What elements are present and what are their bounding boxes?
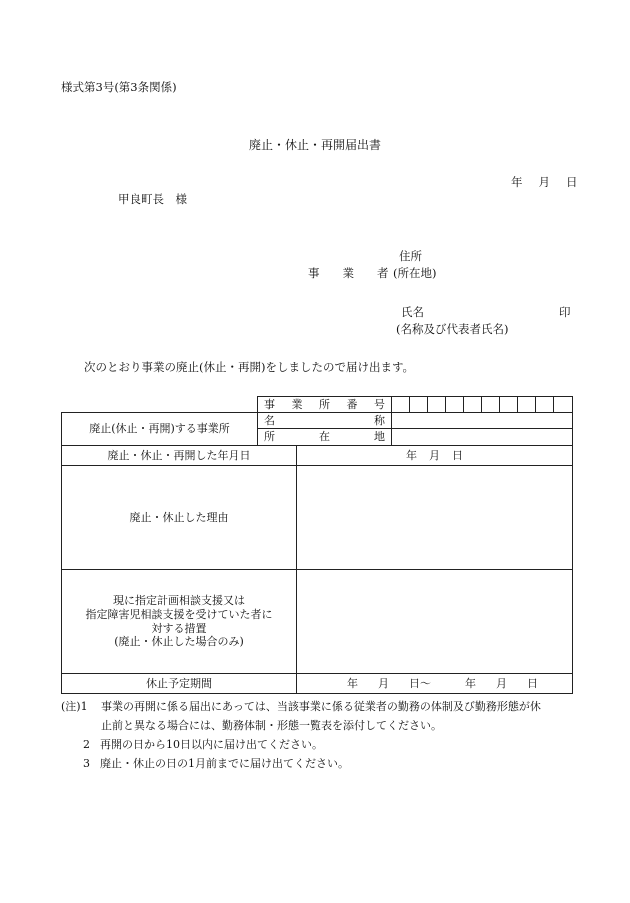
reason-value[interactable] (297, 466, 573, 570)
note-1 (61, 700, 541, 713)
office-group-label: 廃止(休止・再開)する事業所 (62, 413, 258, 446)
office-number-digit-7[interactable] (500, 397, 518, 413)
date-month: 月 (538, 175, 550, 189)
location-label: (所在地) (393, 266, 437, 280)
blank-corner (62, 397, 258, 413)
period-row (62, 674, 573, 694)
period-value[interactable]: 年 月 日〜 年 月 日 (297, 674, 573, 694)
intro-text: 次のとおり事業の廃止(休止・再開)をしましたので届け出ます。 (84, 360, 415, 374)
document-title: 廃止・休止・再開届出書 (248, 138, 382, 152)
office-name-value[interactable] (392, 413, 573, 429)
office-number-digit-4[interactable] (446, 397, 464, 413)
date-line (511, 177, 578, 189)
office-number-digit-1[interactable] (392, 397, 410, 413)
form-number: 様式第3号(第3条関係) (61, 80, 177, 94)
addressee: 甲良町長 様 (118, 192, 187, 206)
date-year: 年 (511, 175, 523, 189)
name-label: 氏名 (401, 305, 424, 319)
measures-label: 現に指定計画相談支援又は 指定障害児相談支援を受けていた者に 対する措置 (廃止・休止した場合のみ) (62, 570, 297, 674)
period-label: 休止予定期間 (62, 674, 297, 694)
office-number-row (62, 397, 573, 413)
office-name-row (62, 413, 573, 429)
date-row-label: 廃止・休止・再開した年月日 (62, 446, 297, 466)
office-location-value[interactable] (392, 429, 573, 446)
note-1-line-1: 事業の再開に係る届出にあっては、当該事業に係る従業者の勤務の体制及び勤務形態が休 (101, 700, 541, 713)
office-number-digit-8[interactable] (518, 397, 536, 413)
office-number-digit-9[interactable] (536, 397, 554, 413)
office-number-digit-5[interactable] (464, 397, 482, 413)
note-1-line-2: 止前と異なる場合には、勤務体制・形態一覧表を添付してください。 (101, 719, 442, 732)
note-2: 2 再開の日から10日以内に届け出てください。 (83, 738, 323, 751)
office-number-label: 事 業 所 番 号 (258, 397, 392, 413)
name-note: (名称及び代表者氏名) (396, 322, 509, 336)
reason-label: 廃止・休止した理由 (62, 466, 297, 570)
seal-mark: 印 (559, 305, 571, 319)
date-row-value[interactable]: 年 月 日 (297, 446, 573, 466)
office-location-label: 所 在 地 (258, 429, 392, 446)
date-day: 日 (566, 175, 578, 189)
office-number-digit-3[interactable] (428, 397, 446, 413)
office-name-label: 名 称 (258, 413, 392, 429)
note-1-prefix: (注)1 (61, 700, 88, 713)
date-row (62, 446, 573, 466)
notification-table (61, 396, 573, 694)
note-3: 3 廃止・休止の日の1月前までに届け出てください。 (83, 757, 349, 770)
office-number-digit-6[interactable] (482, 397, 500, 413)
office-number-digit-2[interactable] (410, 397, 428, 413)
reason-row (62, 466, 573, 570)
business-label: 事 業 者 (308, 266, 389, 280)
office-number-digit-10[interactable] (554, 397, 573, 413)
address-label: 住所 (399, 249, 422, 263)
measures-value[interactable] (297, 570, 573, 674)
measures-row (62, 570, 573, 674)
